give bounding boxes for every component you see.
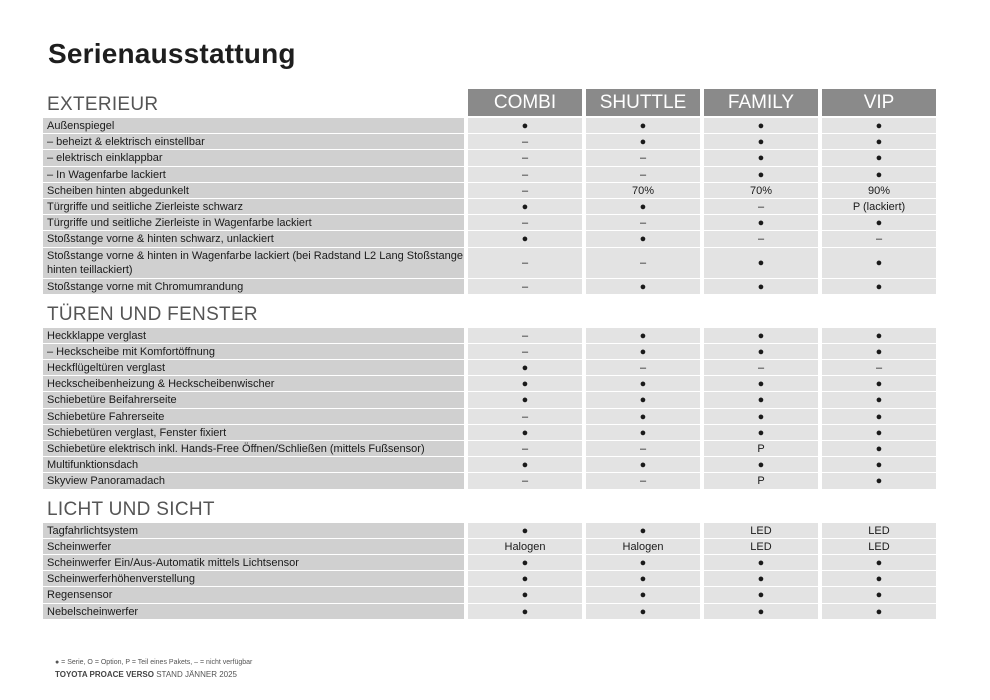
cell-vip: ●	[822, 150, 936, 166]
row-label: Stoßstange vorne mit Chromumrandung	[43, 279, 464, 295]
cell-vip: –	[822, 360, 936, 376]
footer-brand	[55, 670, 237, 679]
cell-vip: ●	[822, 118, 936, 134]
row-label: Türgriffe und seitliche Zierleiste in Wagenfarbe lackiert	[43, 215, 464, 231]
row-label: Heckscheibenheizung & Heckscheibenwischer	[43, 376, 464, 392]
cell-shuttle: ●	[586, 604, 700, 620]
row-label: Stoßstange vorne & hinten schwarz, unlackiert	[43, 231, 464, 247]
cell-family: ●	[704, 392, 818, 408]
table-row	[43, 457, 943, 473]
row-label: Schiebetüren verglast, Fenster fixiert	[43, 425, 464, 441]
table-row	[43, 392, 943, 408]
cell-shuttle: –	[586, 473, 700, 489]
cell-family: ●	[704, 344, 818, 360]
table-row	[43, 134, 943, 150]
cell-vip: ●	[822, 409, 936, 425]
cell-vip: ●	[822, 215, 936, 231]
row-label: – In Wagenfarbe lackiert	[43, 167, 464, 183]
row-label: Scheiben hinten abgedunkelt	[43, 183, 464, 199]
row-label: Schiebetüre Fahrerseite	[43, 409, 464, 425]
cell-vip: 90%	[822, 183, 936, 199]
column-header-family: FAMILY	[704, 89, 818, 116]
cell-combi: ●	[468, 231, 582, 247]
cell-shuttle: ●	[586, 555, 700, 571]
cell-family: P	[704, 473, 818, 489]
row-label: Schiebetüre Beifahrerseite	[43, 392, 464, 408]
table-row	[43, 473, 943, 489]
cell-family: ●	[704, 587, 818, 603]
table-row	[43, 425, 943, 441]
section-title: EXTERIEUR	[47, 94, 159, 115]
cell-family: –	[704, 231, 818, 247]
table-row	[43, 604, 943, 620]
cell-combi: ●	[468, 571, 582, 587]
cell-family: ●	[704, 376, 818, 392]
cell-vip: LED	[822, 539, 936, 555]
table-row	[43, 571, 943, 587]
cell-combi: ●	[468, 555, 582, 571]
table-row	[43, 523, 943, 539]
cell-combi: –	[468, 215, 582, 231]
cell-vip: ●	[822, 473, 936, 489]
row-label: Stoßstange vorne & hinten in Wagenfarbe lackiert (bei Radstand L2 Lang Stoßstange hinten teillackiert)	[43, 248, 464, 279]
cell-family: ●	[704, 328, 818, 344]
cell-shuttle: –	[586, 360, 700, 376]
cell-combi: ●	[468, 199, 582, 215]
cell-combi: ●	[468, 118, 582, 134]
row-label: – elektrisch einklappbar	[43, 150, 464, 166]
cell-shuttle: ●	[586, 344, 700, 360]
cell-family: –	[704, 360, 818, 376]
cell-vip: ●	[822, 392, 936, 408]
cell-vip: ●	[822, 134, 936, 150]
table-row	[43, 328, 943, 344]
cell-shuttle: ●	[586, 587, 700, 603]
cell-vip: ●	[822, 425, 936, 441]
cell-shuttle: 70%	[586, 183, 700, 199]
cell-shuttle: –	[586, 441, 700, 457]
cell-shuttle: ●	[586, 328, 700, 344]
cell-shuttle: ●	[586, 409, 700, 425]
table-row	[43, 279, 943, 295]
cell-vip: ●	[822, 571, 936, 587]
cell-combi: –	[468, 409, 582, 425]
legend-note: ● = Serie, O = Option, P = Teil eines Pakets, – = nicht verfügbar	[55, 659, 253, 666]
table-row	[43, 118, 943, 134]
row-label: – Heckscheibe mit Komfortöffnung	[43, 344, 464, 360]
cell-family: ●	[704, 248, 818, 279]
cell-family: ●	[704, 118, 818, 134]
cell-vip: ●	[822, 167, 936, 183]
cell-family: ●	[704, 409, 818, 425]
row-label: – beheizt & elektrisch einstellbar	[43, 134, 464, 150]
row-label: Scheinwerferhöhenverstellung	[43, 571, 464, 587]
cell-family: ●	[704, 279, 818, 295]
cell-vip: –	[822, 231, 936, 247]
column-header-shuttle: SHUTTLE	[586, 89, 700, 116]
table-row	[43, 215, 943, 231]
cell-vip: LED	[822, 523, 936, 539]
table-row	[43, 376, 943, 392]
table-row	[43, 150, 943, 166]
cell-combi: ●	[468, 587, 582, 603]
cell-combi: Halogen	[468, 539, 582, 555]
cell-shuttle: ●	[586, 199, 700, 215]
table-row	[43, 555, 943, 571]
cell-family: ●	[704, 134, 818, 150]
cell-shuttle: ●	[586, 279, 700, 295]
cell-combi: ●	[468, 604, 582, 620]
cell-family: LED	[704, 539, 818, 555]
cell-combi: –	[468, 344, 582, 360]
cell-family: ●	[704, 215, 818, 231]
cell-vip: ●	[822, 587, 936, 603]
table-row	[43, 183, 943, 199]
cell-shuttle: Halogen	[586, 539, 700, 555]
cell-family: ●	[704, 457, 818, 473]
row-label: Scheinwerfer	[43, 539, 464, 555]
table-row	[43, 409, 943, 425]
cell-shuttle: ●	[586, 392, 700, 408]
cell-combi: ●	[468, 360, 582, 376]
row-label: Türgriffe und seitliche Zierleiste schwarz	[43, 199, 464, 215]
cell-shuttle: ●	[586, 376, 700, 392]
cell-vip: ●	[822, 555, 936, 571]
cell-vip: P (lackiert)	[822, 199, 936, 215]
row-label: Heckklappe verglast	[43, 328, 464, 344]
row-label: Multifunktionsdach	[43, 457, 464, 473]
section-title: LICHT UND SICHT	[47, 498, 215, 520]
cell-family: –	[704, 199, 818, 215]
cell-vip: ●	[822, 604, 936, 620]
cell-family: ●	[704, 604, 818, 620]
cell-family: ●	[704, 150, 818, 166]
row-label: Heckflügeltüren verglast	[43, 360, 464, 376]
cell-combi: ●	[468, 523, 582, 539]
section-header	[43, 299, 943, 326]
cell-combi: –	[468, 328, 582, 344]
row-label: Außenspiegel	[43, 118, 464, 134]
cell-combi: –	[468, 150, 582, 166]
cell-family: ●	[704, 555, 818, 571]
table-row	[43, 539, 943, 555]
table-row	[43, 587, 943, 603]
cell-combi: –	[468, 473, 582, 489]
cell-vip: ●	[822, 328, 936, 344]
table-row	[43, 360, 943, 376]
cell-family: P	[704, 441, 818, 457]
column-header-combi: COMBI	[468, 89, 582, 116]
cell-vip: ●	[822, 376, 936, 392]
table-row	[43, 441, 943, 457]
cell-shuttle: ●	[586, 523, 700, 539]
cell-combi: ●	[468, 425, 582, 441]
cell-combi: –	[468, 167, 582, 183]
table-row	[43, 231, 943, 247]
section-header	[43, 494, 943, 521]
row-label: Nebelscheinwerfer	[43, 604, 464, 620]
cell-family: 70%	[704, 183, 818, 199]
cell-shuttle: –	[586, 215, 700, 231]
cell-vip: ●	[822, 441, 936, 457]
cell-combi: –	[468, 248, 582, 279]
row-label: Tagfahrlichtsystem	[43, 523, 464, 539]
cell-combi: ●	[468, 457, 582, 473]
cell-family: LED	[704, 523, 818, 539]
cell-shuttle: ●	[586, 571, 700, 587]
cell-combi: ●	[468, 392, 582, 408]
cell-shuttle: –	[586, 150, 700, 166]
cell-shuttle: –	[586, 167, 700, 183]
equipment-table	[43, 89, 943, 620]
brand-name: TOYOTA PROACE VERSO	[55, 670, 154, 679]
cell-vip: ●	[822, 279, 936, 295]
table-row	[43, 167, 943, 183]
cell-combi: –	[468, 183, 582, 199]
cell-combi: ●	[468, 376, 582, 392]
cell-vip: ●	[822, 344, 936, 360]
table-row	[43, 344, 943, 360]
cell-shuttle: –	[586, 248, 700, 279]
row-label: Regensensor	[43, 587, 464, 603]
cell-combi: –	[468, 441, 582, 457]
column-header-vip: VIP	[822, 89, 936, 116]
cell-combi: –	[468, 279, 582, 295]
cell-combi: –	[468, 134, 582, 150]
row-label: Scheinwerfer Ein/Aus-Automatik mittels Lichtsensor	[43, 555, 464, 571]
cell-shuttle: ●	[586, 118, 700, 134]
cell-shuttle: ●	[586, 457, 700, 473]
table-row	[43, 248, 943, 279]
cell-vip: ●	[822, 457, 936, 473]
page-title: Serienausstattung	[48, 38, 296, 69]
cell-family: ●	[704, 571, 818, 587]
table-row	[43, 199, 943, 215]
cell-vip: ●	[822, 248, 936, 279]
cell-family: ●	[704, 425, 818, 441]
row-label: Skyview Panoramadach	[43, 473, 464, 489]
section-header	[43, 89, 943, 116]
row-label: Schiebetüre elektrisch inkl. Hands-Free Öffnen/Schließen (mittels Fußsensor)	[43, 441, 464, 457]
section-title: TÜREN UND FENSTER	[47, 303, 258, 325]
cell-family: ●	[704, 167, 818, 183]
cell-shuttle: ●	[586, 134, 700, 150]
cell-shuttle: ●	[586, 425, 700, 441]
cell-shuttle: ●	[586, 231, 700, 247]
stand-date: STAND JÄNNER 2025	[156, 670, 237, 679]
